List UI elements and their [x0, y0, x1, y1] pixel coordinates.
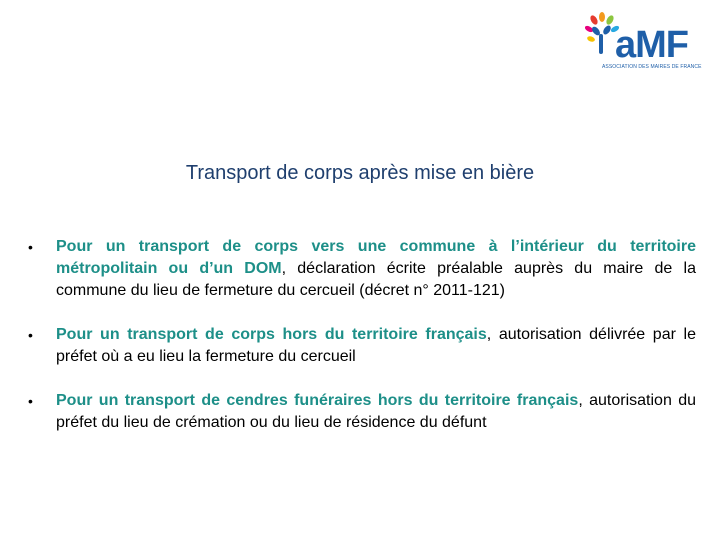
logo-wordmark — [615, 26, 688, 64]
amf-logo — [585, 12, 707, 72]
bullet-highlight: Pour un transport de corps hors du territoire français — [56, 326, 487, 343]
bullet-marker: • — [28, 327, 33, 343]
bullet-marker: • — [28, 393, 33, 409]
bullet-item — [28, 236, 696, 302]
bullet-list — [28, 236, 696, 434]
logo-tagline: ASSOCIATION DES MAIRES DE FRANCE — [602, 64, 702, 70]
logo-letter-a: a — [615, 24, 636, 66]
logo-letters-mf: MF — [635, 24, 689, 66]
bullet-highlight: Pour un transport de corps vers une commune à l’intérieur du territoire métropolitain ou d’un DOM — [56, 238, 696, 277]
bullet-marker: • — [28, 239, 33, 255]
bullet-highlight: Pour un transport de cendres funéraires hors du territoire français — [56, 392, 579, 409]
bullet-text: , déclaration écrite préalable auprès du maire de la commune du lieu de fermeture du cercueil (décret n° 2011-121) — [56, 260, 696, 299]
bullet-text: , autorisation délivrée par le préfet où a eu lieu la fermeture du cercueil — [56, 326, 696, 365]
bullet-item — [28, 324, 696, 368]
slide-title: Transport de corps après mise en bière — [185, 162, 535, 184]
bullet-text: , autorisation du préfet du lieu de crémation ou du lieu de résidence du défunt — [56, 392, 697, 431]
bullet-item — [28, 390, 696, 434]
